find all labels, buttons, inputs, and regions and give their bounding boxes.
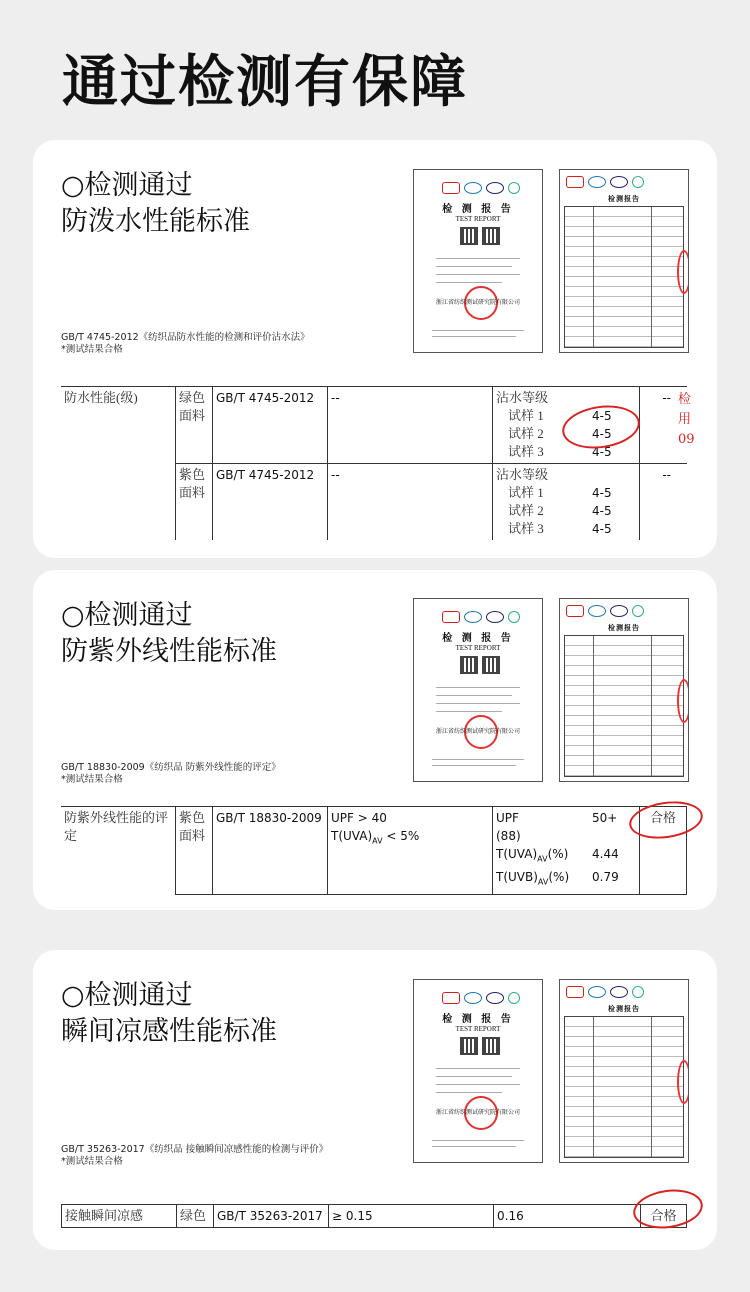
qr-code-icon — [460, 1037, 478, 1055]
sample-label: 试样 3 — [508, 521, 544, 536]
standard-text: GB/T 4745-2012《纺织品防水性能的检测和评价沾水法》 — [61, 332, 310, 343]
standard-cell: GB/T 18830-2009 — [213, 807, 328, 895]
sample-label: 试样 3 — [508, 444, 544, 459]
sample-value: 4-5 — [592, 522, 612, 536]
cert-logos — [566, 605, 644, 617]
report-page-title: 检测报告 — [608, 1004, 640, 1013]
standard-caption — [61, 332, 310, 356]
card-title-line1: ○检测通过 — [61, 170, 193, 201]
result-note: *测试结果合格 — [61, 1156, 123, 1167]
result-note: *测试结果合格 — [61, 774, 123, 785]
report-table-thumbnail — [564, 635, 684, 777]
qr-code-icon — [460, 656, 478, 674]
sample-value: 4-5 — [592, 486, 612, 500]
result-cell: 0.16 — [494, 1205, 641, 1228]
standard-cell: GB/T 35263-2017 — [214, 1205, 329, 1228]
result-value: 4.44 — [592, 847, 619, 861]
cert-logos — [442, 992, 520, 1004]
result-head: 沾水等级 — [496, 390, 549, 405]
report-page-image — [559, 169, 689, 353]
qr-code-icon — [482, 1037, 500, 1055]
company-name: 浙江省纺织测试研究院有限公司 — [435, 1109, 520, 1116]
standard-text: GB/T 35263-2017《纺织品 接触瞬间凉感性能的检测与评价》 — [61, 1144, 329, 1155]
report-title-cn: 检 测 报 告 — [442, 204, 514, 215]
report-title-cn: 检 测 报 告 — [442, 633, 514, 644]
page-title: 通过检测有保障 — [62, 50, 468, 115]
cert-logos — [442, 611, 520, 623]
sample-value: 4-5 — [592, 445, 612, 459]
result-head: 沾水等级 — [496, 467, 549, 482]
seal-edge-icon — [677, 679, 689, 723]
qr-code-icon — [482, 656, 500, 674]
card-water-repellent — [33, 140, 717, 558]
requirement-cell: -- — [328, 464, 493, 541]
report-cover-image — [413, 169, 543, 353]
seal-edge-icon — [677, 250, 689, 294]
sample-value: 4-5 — [592, 427, 612, 441]
verdict-cell: -- — [640, 387, 688, 464]
report-table-thumbnail — [564, 206, 684, 348]
result-label: $T(UVB)_{AV}(\%)$ — [496, 870, 570, 887]
fabric-cell: 绿色 面料 — [176, 387, 213, 464]
company-name: 浙江省纺织测试研究院有限公司 — [435, 299, 520, 306]
cert-logos — [566, 986, 644, 998]
card-title — [61, 598, 277, 670]
seal-edge-icon — [677, 1060, 689, 1104]
card-uv-protection — [33, 570, 717, 910]
qr-code-icon — [482, 227, 500, 245]
report-page-title: 检测报告 — [608, 623, 640, 632]
sample-label: 试样 2 — [508, 426, 544, 441]
standard-cell: GB/T 4745-2012 — [213, 464, 328, 541]
report-page-title: 检测报告 — [608, 194, 640, 203]
result-value: 50+ — [592, 811, 618, 825]
cooling-table — [61, 1204, 687, 1228]
report-cover-image — [413, 598, 543, 782]
requirement-cell — [328, 807, 493, 895]
standard-cell: GB/T 4745-2012 — [213, 387, 328, 464]
standard-text: GB/T 18830-2009《纺织品 防紫外线性能的评定》 — [61, 762, 281, 773]
stamp-fragment: 检 用 09 — [678, 392, 695, 447]
result-value: 0.79 — [592, 870, 619, 885]
card-title — [61, 168, 250, 240]
requirement-cell: ≥ 0.15 — [329, 1205, 494, 1228]
result-label: UPF — [496, 811, 519, 825]
verdict-cell: 合格 — [640, 807, 687, 895]
sample-label: 试样 2 — [508, 503, 544, 518]
company-name: 浙江省纺织测试研究院有限公司 — [435, 728, 520, 735]
fabric-cell: 紫色 面料 — [176, 807, 213, 895]
card-title-line1: ○检测通过 — [61, 980, 193, 1011]
requirement-upf: UPF > 40 — [331, 811, 387, 825]
cert-logos — [566, 176, 644, 188]
item-cell: 接触瞬间凉感 — [62, 1205, 177, 1228]
card-cooling — [33, 950, 717, 1250]
report-cover-image — [413, 979, 543, 1163]
fabric-cell: 紫色 面料 — [176, 464, 213, 541]
sample-value: 4-5 — [592, 409, 612, 423]
report-title-en: TEST REPORT — [455, 644, 501, 652]
report-title-en: TEST REPORT — [455, 215, 501, 223]
report-title-en: TEST REPORT — [455, 1025, 501, 1033]
result-label: (88) — [496, 829, 521, 843]
result-label: $T(UVA)_{AV}(\%)$ — [496, 847, 569, 864]
card-title-line2: 防泼水性能标准 — [61, 206, 250, 237]
result-cell — [493, 807, 640, 895]
card-title-line2: 瞬间凉感性能标准 — [61, 1016, 277, 1047]
table-row — [61, 807, 687, 895]
item-cell: 防紫外线性能的评定 — [61, 807, 176, 895]
result-note: *测试结果合格 — [61, 344, 123, 355]
sample-value: 4-5 — [592, 504, 612, 518]
standard-caption — [61, 1144, 328, 1168]
requirement-uva: $T(UVA)_{AV} < 5\%$ — [331, 829, 420, 846]
uv-table — [61, 806, 687, 895]
card-title-line2: 防紫外线性能标准 — [61, 636, 277, 667]
qr-code-icon — [460, 227, 478, 245]
table-row — [62, 1205, 687, 1228]
sample-label: 试样 1 — [508, 485, 544, 500]
report-title-cn: 检 测 报 告 — [442, 1014, 514, 1025]
sample-label: 试样 1 — [508, 408, 544, 423]
verdict-cell: 合格 — [641, 1205, 687, 1228]
result-cell — [493, 464, 640, 541]
card-title-line1: ○检测通过 — [61, 600, 193, 631]
requirement-cell: -- — [328, 387, 493, 464]
report-table-thumbnail — [564, 1016, 684, 1158]
cert-logos — [442, 182, 520, 194]
item-cell: 防水性能(级) — [61, 387, 176, 541]
report-page-image — [559, 979, 689, 1163]
verdict-cell: -- — [640, 464, 688, 541]
card-title — [61, 978, 277, 1050]
standard-caption — [61, 762, 281, 786]
fabric-cell: 绿色 — [177, 1205, 214, 1228]
report-page-image — [559, 598, 689, 782]
